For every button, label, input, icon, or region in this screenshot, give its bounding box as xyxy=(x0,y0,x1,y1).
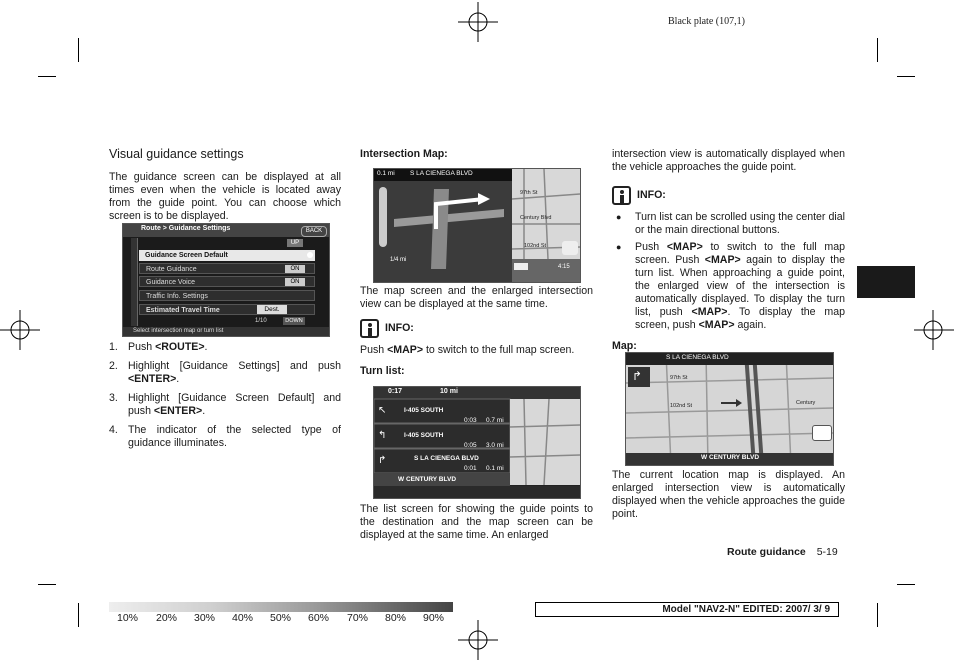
column-3-bottom xyxy=(612,469,845,529)
gray-percent: 50% xyxy=(270,612,292,624)
street-label: 97th St xyxy=(520,190,538,196)
dest-option[interactable]: Dest. xyxy=(257,305,287,314)
turn-road[interactable]: S LA CIENEGA BLVD xyxy=(414,455,479,462)
section-heading: Visual guidance settings xyxy=(109,147,244,161)
registration-mark xyxy=(0,310,42,352)
column-2-top xyxy=(360,148,593,169)
step-item: 2. Highlight [Guidance Settings] and push <ENTER>. xyxy=(109,360,341,385)
page-number: 5-19 xyxy=(816,546,838,558)
street-label: Century xyxy=(796,400,816,406)
page-indicator: 1/10 xyxy=(255,318,267,324)
up-button[interactable]: UP xyxy=(287,239,303,247)
step-item: 3. Highlight [Guidance Screen Default] and push <ENTER>. xyxy=(109,392,341,417)
crop-mark xyxy=(78,603,79,627)
guidance-settings-screen xyxy=(122,223,330,337)
next-turn-icon: ↱ xyxy=(632,369,643,383)
page-footer xyxy=(727,546,838,558)
bullet-item: ● Push <MAP> to switch to the full map screen. Push <MAP> again to display the turn list. When approaching a guide point, the enlarged view of the intersection is automatically displayed. To display the turn list, push <MAP>. To display the map screen, push <MAP> again. xyxy=(616,241,846,331)
turn-list-screen xyxy=(373,386,581,499)
info-icon xyxy=(612,186,631,205)
plate-label: Black plate (107,1) xyxy=(668,16,745,27)
street-label: 102nd St xyxy=(670,403,693,409)
step-item: 1. Push <ROUTE>. xyxy=(109,341,208,353)
intersection-map-heading: Intersection Map: xyxy=(360,148,448,160)
crop-mark xyxy=(78,38,79,62)
gray-percent: 10% xyxy=(117,612,139,624)
menu-item-route-guidance[interactable]: Route Guidance xyxy=(139,263,315,274)
turn-dist: 3.0 mi xyxy=(486,442,504,449)
menu-item-guidance-voice[interactable]: Guidance Voice xyxy=(139,276,315,287)
section-name: Route guidance xyxy=(727,546,806,558)
distance-readout: 0.1 mi xyxy=(377,170,395,177)
street-label: Century Blvd xyxy=(520,215,552,221)
chapter-tab xyxy=(857,266,915,298)
turn-dist: 0.7 mi xyxy=(486,417,504,424)
map-paragraph: The current location map is displayed. An enlarged intersection view is automatically displayed when the vehicle approaches the guide point. xyxy=(612,469,845,520)
gray-percent: 90% xyxy=(423,612,445,624)
status-bar: Select intersection map or turn list xyxy=(123,327,329,336)
toggle-on-route-guidance[interactable]: ON xyxy=(285,265,305,273)
turn-time: 0:05 xyxy=(464,442,477,449)
turn-time: 0:03 xyxy=(464,417,477,424)
crop-mark xyxy=(38,76,56,77)
turn-road[interactable]: I-405 SOUTH xyxy=(404,407,444,414)
info-paragraph: Push <MAP> to switch to the full map screen. xyxy=(360,344,575,356)
start-here-icon[interactable] xyxy=(562,241,578,255)
intro-paragraph: The guidance screen can be displayed at all times even when the vehicle is located away from the guide point. You can choose which screen is to be displayed. xyxy=(109,171,341,222)
intersection-map-screen xyxy=(373,168,581,283)
map-screen xyxy=(625,352,834,466)
turn-list-eta: 0:17 xyxy=(388,388,403,395)
column-1 xyxy=(109,148,341,231)
registration-mark xyxy=(912,310,954,352)
gray-percent: 30% xyxy=(194,612,216,624)
current-road: W CENTURY BLVD xyxy=(701,454,760,461)
turn-keep-left-icon: ↰ xyxy=(378,430,387,441)
turn-right-icon: ↱ xyxy=(378,455,387,466)
info-header: INFO: xyxy=(360,319,593,338)
clock-readout: 4:15 xyxy=(558,264,570,270)
map-heading: Map: xyxy=(612,340,637,352)
gray-percent: 70% xyxy=(347,612,369,624)
gray-percent: 20% xyxy=(156,612,178,624)
menu-item-guidance-screen-default[interactable]: Guidance Screen Default xyxy=(139,250,315,261)
turn-list-paragraph: The list screen for showing the guide points to the destination and the map screen can be displayed at the same time. An enlarged xyxy=(360,503,593,541)
info-header: INFO: xyxy=(612,186,845,205)
crop-mark xyxy=(877,38,878,62)
intersection-map-graphic xyxy=(374,169,580,282)
start-here-icon[interactable] xyxy=(812,425,832,441)
column-2-mid xyxy=(360,285,593,386)
crop-mark xyxy=(897,76,915,77)
street-label: 97th St xyxy=(670,375,688,381)
scroll-track xyxy=(131,238,138,326)
selected-indicator-icon xyxy=(307,252,313,258)
crop-mark xyxy=(897,584,915,585)
gray-percent: 40% xyxy=(232,612,254,624)
intersection-paragraph: The map screen and the enlarged intersection view can be displayed at the same time. xyxy=(360,285,593,310)
turn-list-heading: Turn list: xyxy=(360,365,405,377)
gray-percent: 80% xyxy=(385,612,407,624)
model-edit-label: Model "NAV2-N" EDITED: 2007/ 3/ 9 xyxy=(535,602,839,617)
screen-title: Route > Guidance Settings xyxy=(141,225,231,232)
turn-left-icon: ↖ xyxy=(378,405,387,416)
route-info-button[interactable] xyxy=(514,263,528,270)
turn-time: 0:01 xyxy=(464,465,477,472)
street-label: 102nd St xyxy=(524,243,547,249)
column-3 xyxy=(612,148,845,361)
registration-mark xyxy=(458,2,498,42)
current-road: W CENTURY BLVD xyxy=(398,476,457,483)
turn-list-distance: 10 mi xyxy=(440,388,458,395)
map-scale: 1/4 mi xyxy=(390,257,407,263)
turn-dist: 0.1 mi xyxy=(486,465,504,472)
turn-road[interactable]: I-405 SOUTH xyxy=(404,432,444,439)
toggle-on-guidance-voice[interactable]: ON xyxy=(285,278,305,286)
bullet-item: ● Turn list can be scrolled using the center dial or the main directional buttons. xyxy=(616,211,845,236)
menu-item-traffic-info-settings[interactable]: Traffic Info. Settings xyxy=(139,290,315,301)
registration-mark xyxy=(458,620,498,660)
street-name: S LA CIENEGA BLVD xyxy=(666,354,729,361)
back-button[interactable]: BACK xyxy=(301,226,327,237)
street-name: S LA CIENEGA BLVD xyxy=(410,170,473,177)
info-icon xyxy=(360,319,379,338)
steps-block xyxy=(109,341,341,456)
column-2-bottom xyxy=(360,503,593,550)
gray-scale-bar xyxy=(109,602,453,612)
crop-mark xyxy=(38,584,56,585)
crop-mark xyxy=(877,603,878,627)
map-graphic xyxy=(626,353,833,465)
menu-item-estimated-travel-time[interactable]: Estimated Travel Time xyxy=(139,304,315,315)
step-item: 4. The indicator of the selected type of guidance illuminates. xyxy=(109,424,341,449)
info-bullets xyxy=(612,211,845,332)
down-button[interactable]: DOWN xyxy=(283,317,305,325)
gray-percent: 60% xyxy=(308,612,330,624)
continued-paragraph: intersection view is automatically displayed when the vehicle approaches the guide point. xyxy=(612,148,845,173)
